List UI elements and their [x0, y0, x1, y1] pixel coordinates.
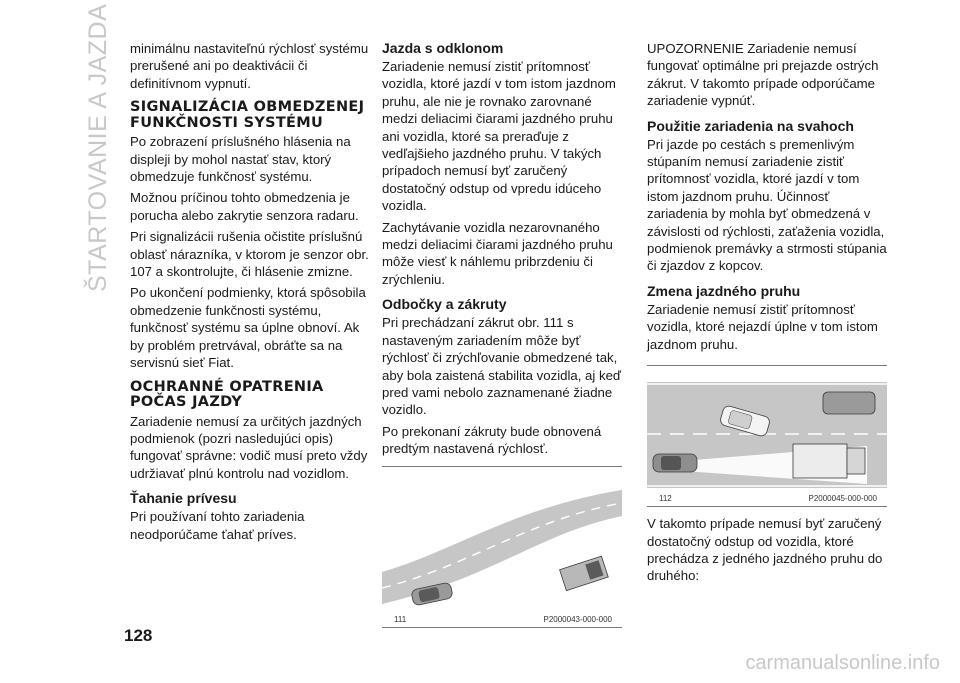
- paragraph: Pri jazde po cestách s premenlivým stúpaním nemusí zariadenie zistiť prítomnosť vozidla, ktoré jazdí v tom istom jazdnom pruhu. Účinnosť zariadenia by mohla byť obmedzená v závislosti od rýchlosti, zaťaženia vozidla, podmienok premávky a strmosti stúpania či zjazdov z kopcov.: [647, 136, 887, 274]
- lane-change-illustration: [647, 366, 887, 506]
- section-heading: SIGNALIZÁCIA OBMEDZENEJ FUNKČNOSTI SYSTÉMU: [130, 99, 365, 131]
- curve-road-illustration: [382, 467, 622, 627]
- column-middle: [382, 40, 622, 628]
- paragraph: Možnou príčinou tohto obmedzenia je porucha alebo zakrytie senzora radaru.: [130, 190, 359, 223]
- subheading: Použitie zariadenia na svahoch: [647, 117, 854, 134]
- column-left: [130, 40, 370, 547]
- paragraph: Zariadenie nemusí zistiť prítomnosť vozidla, ktoré nejazdí úplne v tom istom jazdnom pruhu.: [647, 301, 878, 352]
- page-number: 128: [124, 626, 153, 645]
- paragraph: Zariadenie nemusí zistiť prítomnosť vozidla, ktoré jazdí v tom istom jazdnom pruhu, ale nie je rovnako zarovnané medzi deliacimi čiarami jazdného pruhu ani vozidla, ktoré sa preraďuje z vedľajšieho jazdného pruhu. V takých prípadoch nemusí byť zaručený dostatočný odstup od vpredu idúceho vozidla.: [382, 59, 616, 214]
- paragraph: Po zobrazení príslušného hlásenia na displeji by mohol nastať stav, ktorý obmedzuje funkčnosť systému.: [130, 134, 351, 185]
- paragraph: Pri signalizácii rušenia očistite príslušnú oblasť nárazníka, v ktorom je senzor obr. 107 a skontrolujte, či hlásenie zmizne.: [130, 229, 369, 280]
- section-side-tab: [78, 3, 112, 300]
- figure-112: [647, 365, 887, 507]
- paragraph: Pri používaní tohto zariadenia neodporúčame ťahať príves.: [130, 509, 305, 542]
- paragraph: Zariadenie nemusí za určitých jazdných podmienok (pozri nasledujúci opis) fungovať správne: vodič musí preto vždy udržiavať plnú kontrolu nad vozidlom.: [130, 413, 368, 481]
- section-side-tab-label: ŠTARTOVANIE A JAZDA: [84, 3, 112, 292]
- paragraph: UPOZORNENIE Zariadenie nemusí fungovať optimálne pri prejazde ostrých zákrut. V takomto prípade odporúčame zariadenie vypnúť.: [647, 41, 879, 109]
- figure-number: 111: [394, 614, 407, 624]
- figure-number: 112: [659, 494, 672, 504]
- figure-caption: [659, 494, 881, 503]
- figure-code: P2000043-000-000: [543, 614, 612, 624]
- paragraph: Po ukončení podmienky, ktorá spôsobila obmedzenie funkčnosti systému, funkčnosť systému sa úplne obnoví. Ak by problém pretrvával, obráťte sa na servisnú sieť Fiat.: [130, 285, 366, 371]
- watermark: carmanualsonline.info: [745, 652, 940, 674]
- subheading: Jazda s odklonom: [382, 40, 504, 56]
- figure-111: [382, 466, 622, 628]
- subheading: Zmena jazdného pruhu: [647, 282, 801, 299]
- paragraph: Pri prechádzaní zákrut obr. 111 s nastaveným zariadením môže byť rýchlosť či zrýchľovanie obmedzené tak, aby bola zaistená stabilita vozidla, aj keď pred vami nebolo zaznamenané žiadne vozidlo.: [382, 315, 622, 418]
- paragraph: minimálnu nastaviteľnú rýchlosť systému prerušené ani po deaktivácii či definitívnom vypnutí.: [130, 41, 369, 91]
- subheading: Ťahanie prívesu: [130, 490, 237, 507]
- paragraph: Zachytávanie vozidla nezarovnaného medzi deliacimi čiarami jazdného pruhu môže viesť k náhlemu pribrzdeniu či zrýchleniu.: [382, 219, 613, 287]
- paragraph: V takomto prípade nemusí byť zaručený dostatočný odstup od vozidla, ktoré prechádza z jedného jazdného pruhu do druhého:: [647, 516, 883, 584]
- subheading: Odbočky a zákruty: [382, 296, 507, 313]
- figure-code: P2000045-000-000: [808, 494, 877, 504]
- figure-caption: [394, 615, 616, 624]
- section-heading: OCHRANNÉ OPATRENIA POČAS JAZDY: [130, 378, 324, 410]
- column-right: [647, 40, 887, 589]
- paragraph: Po prekonaní zákruty bude obnovená predtým nastavená rýchlosť.: [382, 423, 602, 457]
